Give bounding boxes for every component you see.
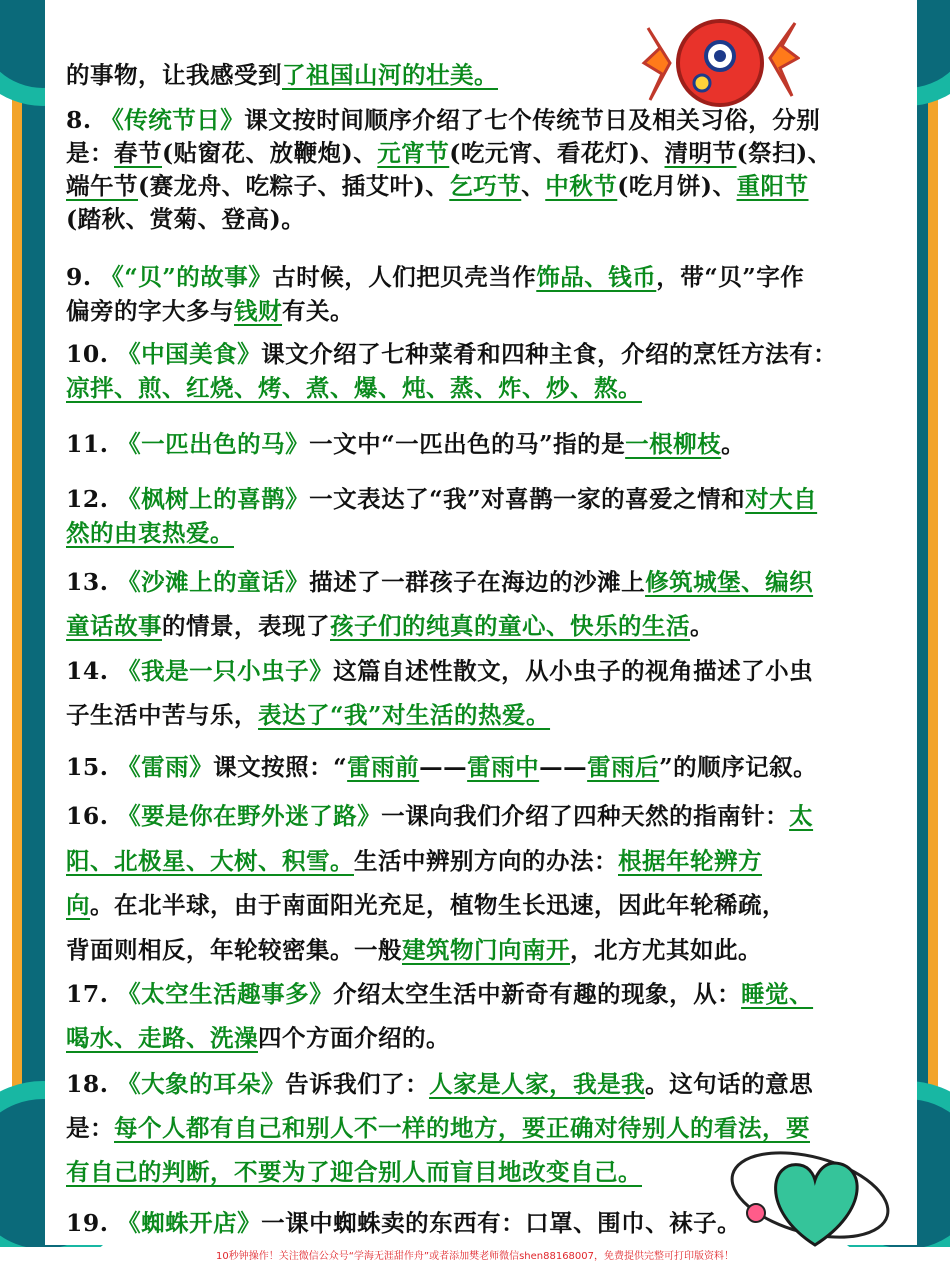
lesson-title: 《雷雨》	[117, 753, 214, 781]
text: 有关。	[282, 297, 354, 325]
answer-text: 童话故事	[66, 612, 162, 640]
answer-text: 表达了“我”对生活的热爱。	[258, 701, 551, 729]
text: 偏旁的字大多与	[66, 297, 234, 325]
lesson-title: 《蜘蛛开店》	[117, 1209, 262, 1237]
answer-text: 了祖国山河的壮美。	[282, 61, 498, 89]
text: 一文中“一匹出色的马”指的是	[309, 430, 626, 458]
text: 子生活中苦与乐，	[66, 701, 258, 729]
item-number: 11.	[66, 430, 118, 458]
answer-text: 根据年轮辨方	[618, 846, 762, 875]
list-item	[66, 1062, 884, 1194]
text: 一课中蜘蛛卖的东西有：口罩、围巾、袜子。	[261, 1209, 742, 1237]
lesson-title: 《大象的耳朵》	[117, 1070, 286, 1098]
list-item	[66, 482, 884, 550]
text: 背面则相反，年轮较密集。一般	[66, 935, 402, 964]
paragraph-continuation	[66, 58, 884, 92]
answer-text: 对大自	[745, 485, 818, 513]
text: 告诉我们了：	[285, 1070, 430, 1098]
item-number: 8.	[66, 106, 101, 134]
answer-text: 中秋节	[545, 172, 618, 200]
answer-text: 太	[789, 802, 814, 830]
text: ，带“贝”字作	[656, 263, 805, 291]
list-item	[66, 104, 884, 236]
answer-text: 然的由衷热爱。	[66, 519, 234, 547]
border-stripe-left	[12, 0, 22, 1245]
answer-text: 有自己的判断，不要为了迎合别人而盲目地改变自己。	[66, 1158, 642, 1186]
text: 一文表达了“我”对喜鹊一家的喜爱之情和	[309, 485, 746, 513]
answer-text: 钱财	[234, 297, 282, 325]
list-item	[66, 427, 884, 461]
footer-promo-text: 10秒钟操作！关注微信公众号“学海无涯甜作舟”或者添加樊老师微信shen88168007，免费提供完整可打印版资料！	[0, 1247, 950, 1267]
list-item	[66, 972, 884, 1060]
text: ——	[539, 753, 588, 781]
border-stripe-right	[928, 0, 938, 1245]
text: 课文按时间顺序介绍了七个传统节日及相关习俗，分别	[244, 106, 821, 134]
answer-text: 孩子们的纯真的童心、快乐的生活	[330, 612, 690, 640]
text: 。这句话的意思	[645, 1070, 814, 1098]
lesson-title: 《“贝”的故事》	[100, 263, 273, 291]
answer-text: 饰品、钱币	[536, 263, 657, 291]
lesson-title: 《传统节日》	[100, 106, 245, 134]
text: 四个方面介绍的。	[258, 1024, 450, 1052]
list-item	[66, 260, 884, 328]
item-number: 17.	[66, 980, 118, 1008]
text: 生活中辨别方向的办法：	[354, 846, 618, 875]
text: 介绍太空生活中新奇有趣的现象，从：	[333, 980, 742, 1008]
text: 描述了一群孩子在海边的沙滩上	[309, 568, 646, 596]
answer-text: 雷雨后	[587, 753, 660, 781]
text: 。	[690, 612, 714, 640]
text: (吃月饼)、	[617, 172, 737, 200]
text: 。	[721, 430, 746, 458]
text: 。在北半球，由于南面阳光充足，植物生长迅速，因此年轮稀疏，	[90, 891, 786, 919]
text: 这篇自述性散文，从小虫子的视角描述了小虫	[333, 657, 814, 685]
text: (踏秋、赏菊、登高)。	[66, 205, 306, 233]
answer-text: 乞巧节	[449, 172, 522, 200]
lesson-title: 《太空生活趣事多》	[117, 980, 334, 1008]
answer-text: 修筑城堡、编织	[645, 568, 814, 596]
answer-text: 凉拌、煎、红烧、烤、煮、爆、炖、蒸、炸、炒、熬。	[66, 374, 642, 402]
answer-text: 春节	[114, 139, 162, 167]
answer-text: 睡觉、	[741, 980, 814, 1008]
answer-text: 雷雨中	[467, 753, 540, 781]
text: (赛龙舟、吃粽子、插艾叶)、	[138, 172, 450, 200]
text: (贴窗花、放鞭炮)、	[162, 139, 378, 167]
item-number: 9.	[66, 263, 101, 291]
answer-text: 每个人都有自己和别人不一样的地方，要正确对待别人的看法，要	[114, 1114, 810, 1142]
text: 的情景，表现了	[162, 612, 330, 640]
text: ——	[419, 753, 468, 781]
text: (吃元宵、看花灯)、	[449, 139, 665, 167]
answer-text: 元宵节	[377, 139, 450, 167]
text: 课文按照：“	[213, 753, 348, 781]
text: (祭扫)、	[736, 139, 832, 167]
item-number: 10.	[66, 340, 118, 368]
answer-text: 端午节	[66, 172, 138, 200]
text: 、	[521, 172, 546, 200]
text: ，北方尤其如此。	[570, 935, 762, 964]
lesson-title: 《沙滩上的童话》	[117, 568, 310, 596]
list-item	[66, 794, 884, 972]
item-number: 12.	[66, 485, 118, 513]
lesson-title: 《枫树上的喜鹊》	[117, 485, 310, 513]
item-number: 15.	[66, 753, 118, 781]
text: 一课向我们介绍了四种天然的指南针：	[381, 802, 790, 830]
answer-text: 清明节	[664, 139, 737, 167]
answer-text: 建筑物门向南开	[402, 935, 570, 964]
item-number: 16.	[66, 802, 118, 830]
text: 古时候，人们把贝壳当作	[272, 263, 537, 291]
answer-text: 喝水、走路、洗澡	[66, 1024, 258, 1052]
lesson-title: 《我是一只小虫子》	[117, 657, 334, 685]
item-number: 18.	[66, 1070, 118, 1098]
answer-text: 阳、北极星、大树、积雪。	[66, 846, 354, 875]
item-number: 13.	[66, 568, 118, 596]
item-number: 14.	[66, 657, 118, 685]
answer-text: 人家是人家，我是我	[429, 1070, 646, 1098]
lesson-title: 《一匹出色的马》	[117, 430, 310, 458]
list-item	[66, 1206, 884, 1240]
answer-text: 一根柳枝	[625, 430, 722, 458]
list-item	[66, 337, 884, 405]
text: 的事物，让我感受到	[66, 61, 282, 89]
lesson-title: 《中国美食》	[117, 340, 262, 368]
answer-text: 向	[66, 891, 90, 919]
lesson-title: 《要是你在野外迷了路》	[117, 802, 382, 830]
item-number: 19.	[66, 1209, 118, 1237]
list-item	[66, 750, 884, 784]
text: ”的顺序记叙。	[659, 753, 818, 781]
text: 是：	[66, 139, 114, 167]
list-item	[66, 649, 884, 737]
text: 是：	[66, 1114, 114, 1142]
answer-text: 雷雨前	[347, 753, 420, 781]
list-item	[66, 560, 884, 648]
answer-text: 重阳节	[736, 172, 809, 200]
text: 课文介绍了七种菜肴和四种主食，介绍的烹饪方法有：	[261, 340, 838, 368]
